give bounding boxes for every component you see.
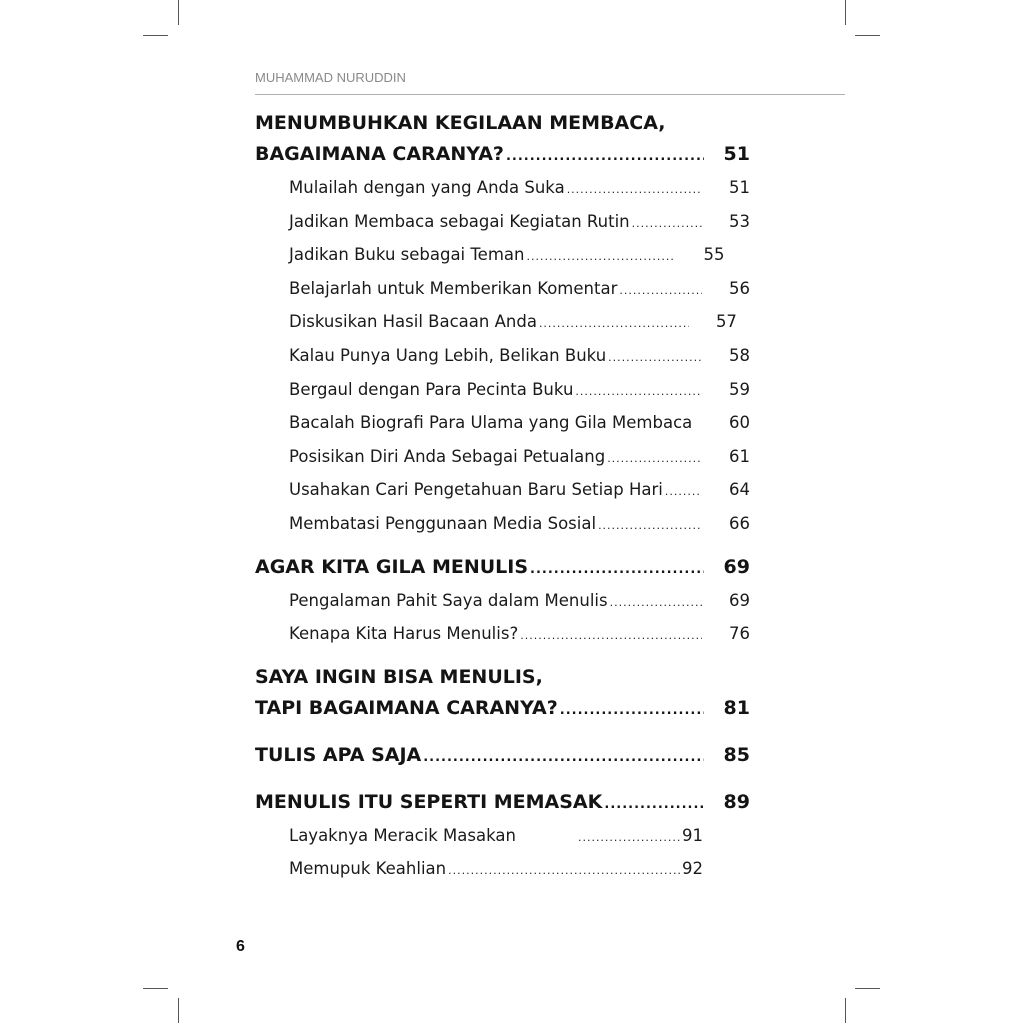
toc-section[interactable]: [255, 618, 750, 652]
chapter-title: TULIS APA SAJA: [255, 743, 422, 766]
leader-dots: [506, 141, 704, 172]
crop-mark: [845, 0, 846, 25]
crop-mark: [855, 988, 880, 989]
table-of-contents: [255, 108, 750, 887]
toc-section[interactable]: [255, 239, 750, 273]
section-page: 92: [682, 859, 703, 879]
spacer: [255, 726, 750, 740]
leader-dots: [604, 789, 704, 820]
leader-dots: [560, 695, 704, 726]
toc-section[interactable]: [255, 820, 703, 854]
leader-dots: [607, 443, 702, 475]
chapter-page: 51: [723, 143, 750, 165]
section-page: 58: [729, 345, 750, 365]
crop-mark: [855, 35, 880, 36]
toc-chapter[interactable]: [255, 552, 750, 585]
leader-dots: [530, 554, 704, 585]
section-page: 91: [682, 825, 703, 845]
running-head: MUHAMMAD NURUDDIN: [255, 70, 406, 85]
leader-dots: [610, 587, 702, 619]
chapter-title-line2: TAPI BAGAIMANA CARANYA?: [255, 696, 558, 719]
section-title: Memupuk Keahlian: [289, 859, 447, 879]
section-page: 69: [729, 590, 750, 610]
section-page: 66: [729, 513, 750, 533]
section-title: Bacalah Biografi Para Ulama yang Gila Membaca: [289, 413, 693, 433]
section-title: Kenapa Kita Harus Menulis?: [289, 624, 519, 644]
leader-dots: [423, 742, 704, 773]
section-page: 59: [729, 379, 750, 399]
leader-dots: [575, 376, 702, 408]
chapter-title: AGAR KITA GILA MENULIS: [255, 555, 529, 578]
section-title: Posisikan Diri Anda Sebagai Petualang: [289, 446, 606, 466]
section-page: 53: [729, 211, 750, 231]
spacer: [255, 652, 750, 662]
spacer: [255, 542, 750, 552]
page-number: 6: [236, 938, 245, 955]
leader-dots: [608, 342, 702, 374]
toc-section[interactable]: [255, 474, 750, 508]
toc-section[interactable]: [255, 853, 703, 887]
chapter-title: MENULIS ITU SEPERTI MEMASAK: [255, 790, 603, 813]
section-page: 60: [729, 413, 750, 433]
chapter-page: 81: [723, 696, 750, 719]
toc-section[interactable]: [255, 374, 750, 408]
toc-section[interactable]: [255, 441, 750, 475]
section-title: Bergaul dengan Para Pecinta Buku: [289, 379, 574, 399]
section-title: Mulailah dengan yang Anda Suka: [289, 178, 565, 197]
crop-mark: [845, 998, 846, 1023]
leader-dots: [567, 174, 702, 206]
toc-chapter[interactable]: [255, 740, 750, 773]
leader-dots: [632, 208, 702, 240]
section-title: Usahakan Cari Pengetahuan Baru Setiap Hari: [289, 480, 663, 500]
chapter-title-line1: SAYA INGIN BISA MENULIS,: [255, 665, 543, 688]
leader-dots: [448, 855, 680, 887]
crop-mark: [178, 998, 179, 1023]
chapter-title-line2: BAGAIMANA CARANYA?: [255, 143, 504, 165]
toc-section[interactable]: [255, 340, 750, 374]
toc-section[interactable]: [255, 206, 750, 240]
section-title: Layaknya Meracik Masakan: [289, 825, 516, 845]
section-page: 64: [729, 480, 750, 500]
section-title: Diskusikan Hasil Bacaan Anda: [289, 312, 537, 332]
chapter-page: 69: [723, 555, 750, 578]
chapter-page: 89: [723, 790, 750, 813]
toc-chapter[interactable]: [255, 662, 750, 726]
toc-section[interactable]: [255, 273, 750, 307]
leader-dots: [526, 241, 676, 273]
leader-dots: [520, 620, 702, 652]
header-rule: [255, 94, 845, 95]
leader-dots: [578, 822, 680, 854]
toc-chapter[interactable]: [255, 787, 750, 820]
crop-mark: [143, 988, 168, 989]
chapter-title-line1: MENUMBUHKAN KEGILAAN MEMBACA,: [255, 112, 666, 134]
section-title: Pengalaman Pahit Saya dalam Menulis: [289, 590, 608, 610]
toc-section[interactable]: [255, 508, 750, 542]
leader-dots: [539, 308, 689, 340]
section-page: 55: [703, 245, 725, 265]
toc-chapter[interactable]: [255, 108, 750, 172]
crop-mark: [143, 35, 168, 36]
leader-dots: [619, 275, 702, 307]
section-page: 56: [729, 278, 750, 298]
leader-dots: [665, 476, 702, 508]
toc-section[interactable]: [255, 585, 750, 619]
section-page: 61: [729, 446, 750, 466]
section-page: 51: [729, 178, 750, 197]
toc-section[interactable]: [255, 306, 750, 340]
crop-mark: [178, 0, 179, 25]
section-title: Kalau Punya Uang Lebih, Belikan Buku: [289, 345, 607, 365]
section-title: Jadikan Membaca sebagai Kegiatan Rutin: [289, 211, 630, 231]
section-title: Membatasi Penggunaan Media Sosial: [289, 513, 597, 533]
section-page: 76: [729, 624, 750, 644]
leader-dots: [598, 510, 702, 542]
toc-section[interactable]: [255, 407, 750, 441]
spacer: [255, 773, 750, 787]
section-title: Jadikan Buku sebagai Teman: [289, 245, 525, 265]
chapter-page: 85: [723, 743, 750, 766]
section-title: Belajarlah untuk Memberikan Komentar: [289, 278, 618, 298]
section-page: 57: [715, 312, 737, 332]
toc-section[interactable]: [255, 172, 750, 206]
